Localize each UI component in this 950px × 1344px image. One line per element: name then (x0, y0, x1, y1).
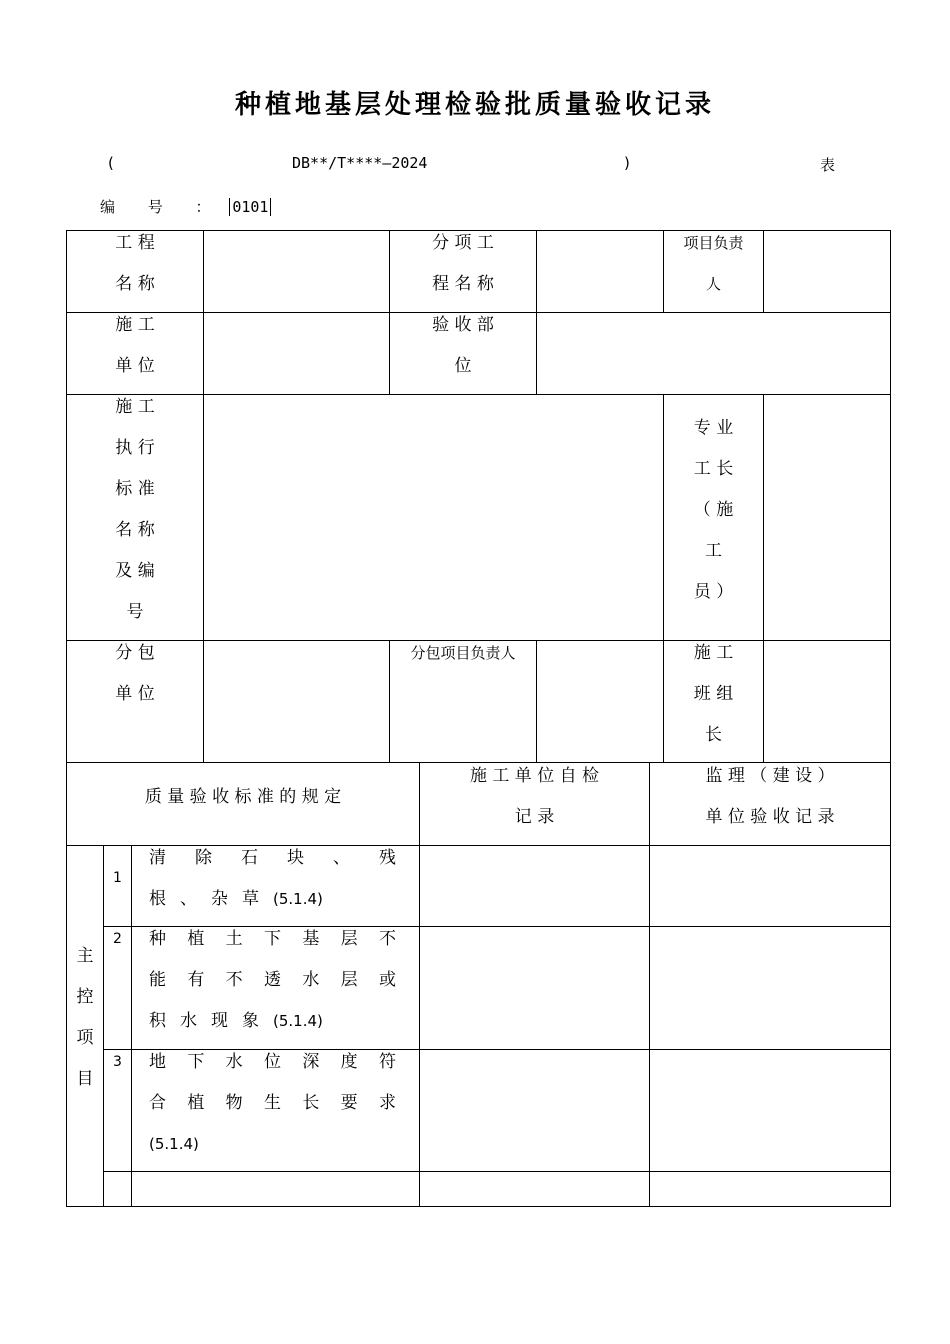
item-1-text: 清除石块、残 (149, 848, 396, 868)
item-2-text-last: 积水现象(5.1.4) (149, 1011, 323, 1031)
label-subcontract-manager: 分包项目负责人 (410, 644, 516, 662)
page-title: 种植地基层处理检验批质量验收记录 (234, 90, 715, 120)
label-project-name: 工 程 名 称 (115, 233, 155, 294)
standard-open-paren: ( (108, 154, 114, 172)
label-team-leader: 施 工 班 组 长 (693, 643, 734, 745)
item-1-text-last: 根、杂草(5.1.4) (149, 889, 323, 909)
item-3-ref: (5.1.4) (149, 1135, 199, 1153)
label-execution-standard: 施 工 执 行 标 准 名 称 及 编 号 (115, 397, 155, 622)
item-3-text: 地下水位深度符 合植物生长要求 (149, 1052, 396, 1113)
label-project-manager: 项目负责 人 (683, 234, 744, 293)
label-sub-project-name: 分 项 工 程 名 称 (432, 233, 494, 294)
header-self-check: 施 工 单 位 自 检 记 录 (469, 766, 600, 827)
item-2-text: 种植土下基层不 能有不透水层或 (149, 929, 396, 990)
standard-code: DB**/T****—2024 (292, 154, 428, 172)
item-3-number: 3 (113, 1054, 122, 1070)
item-2-number: 2 (113, 931, 122, 947)
label-subcontractor: 分 包 单 位 (115, 643, 155, 704)
serial-value[interactable]: 0101 (229, 198, 271, 216)
item-1-number: 1 (113, 870, 122, 886)
form-suffix: 表 (820, 156, 836, 174)
item-1-ref: (5.1.4) (273, 890, 323, 908)
serial-number (100, 196, 271, 217)
standard-close-paren: ) (624, 154, 630, 172)
serial-label: 编 号 ： (100, 198, 225, 216)
label-construction-unit: 施 工 单 位 (115, 315, 155, 376)
label-main-control: 主 控 项 目 (76, 946, 94, 1089)
header-supervision: 监 理 （ 建 设 ） 单 位 验 收 记 录 (705, 766, 835, 827)
header-standard-rules: 质 量 验 收 标 准 的 规 定 (144, 787, 342, 807)
item-2-ref: (5.1.4) (273, 1012, 323, 1030)
label-acceptance-part: 验 收 部 位 (432, 315, 494, 376)
label-foreman: 专 业 工 长 （ 施 工 员 ） (693, 418, 734, 602)
